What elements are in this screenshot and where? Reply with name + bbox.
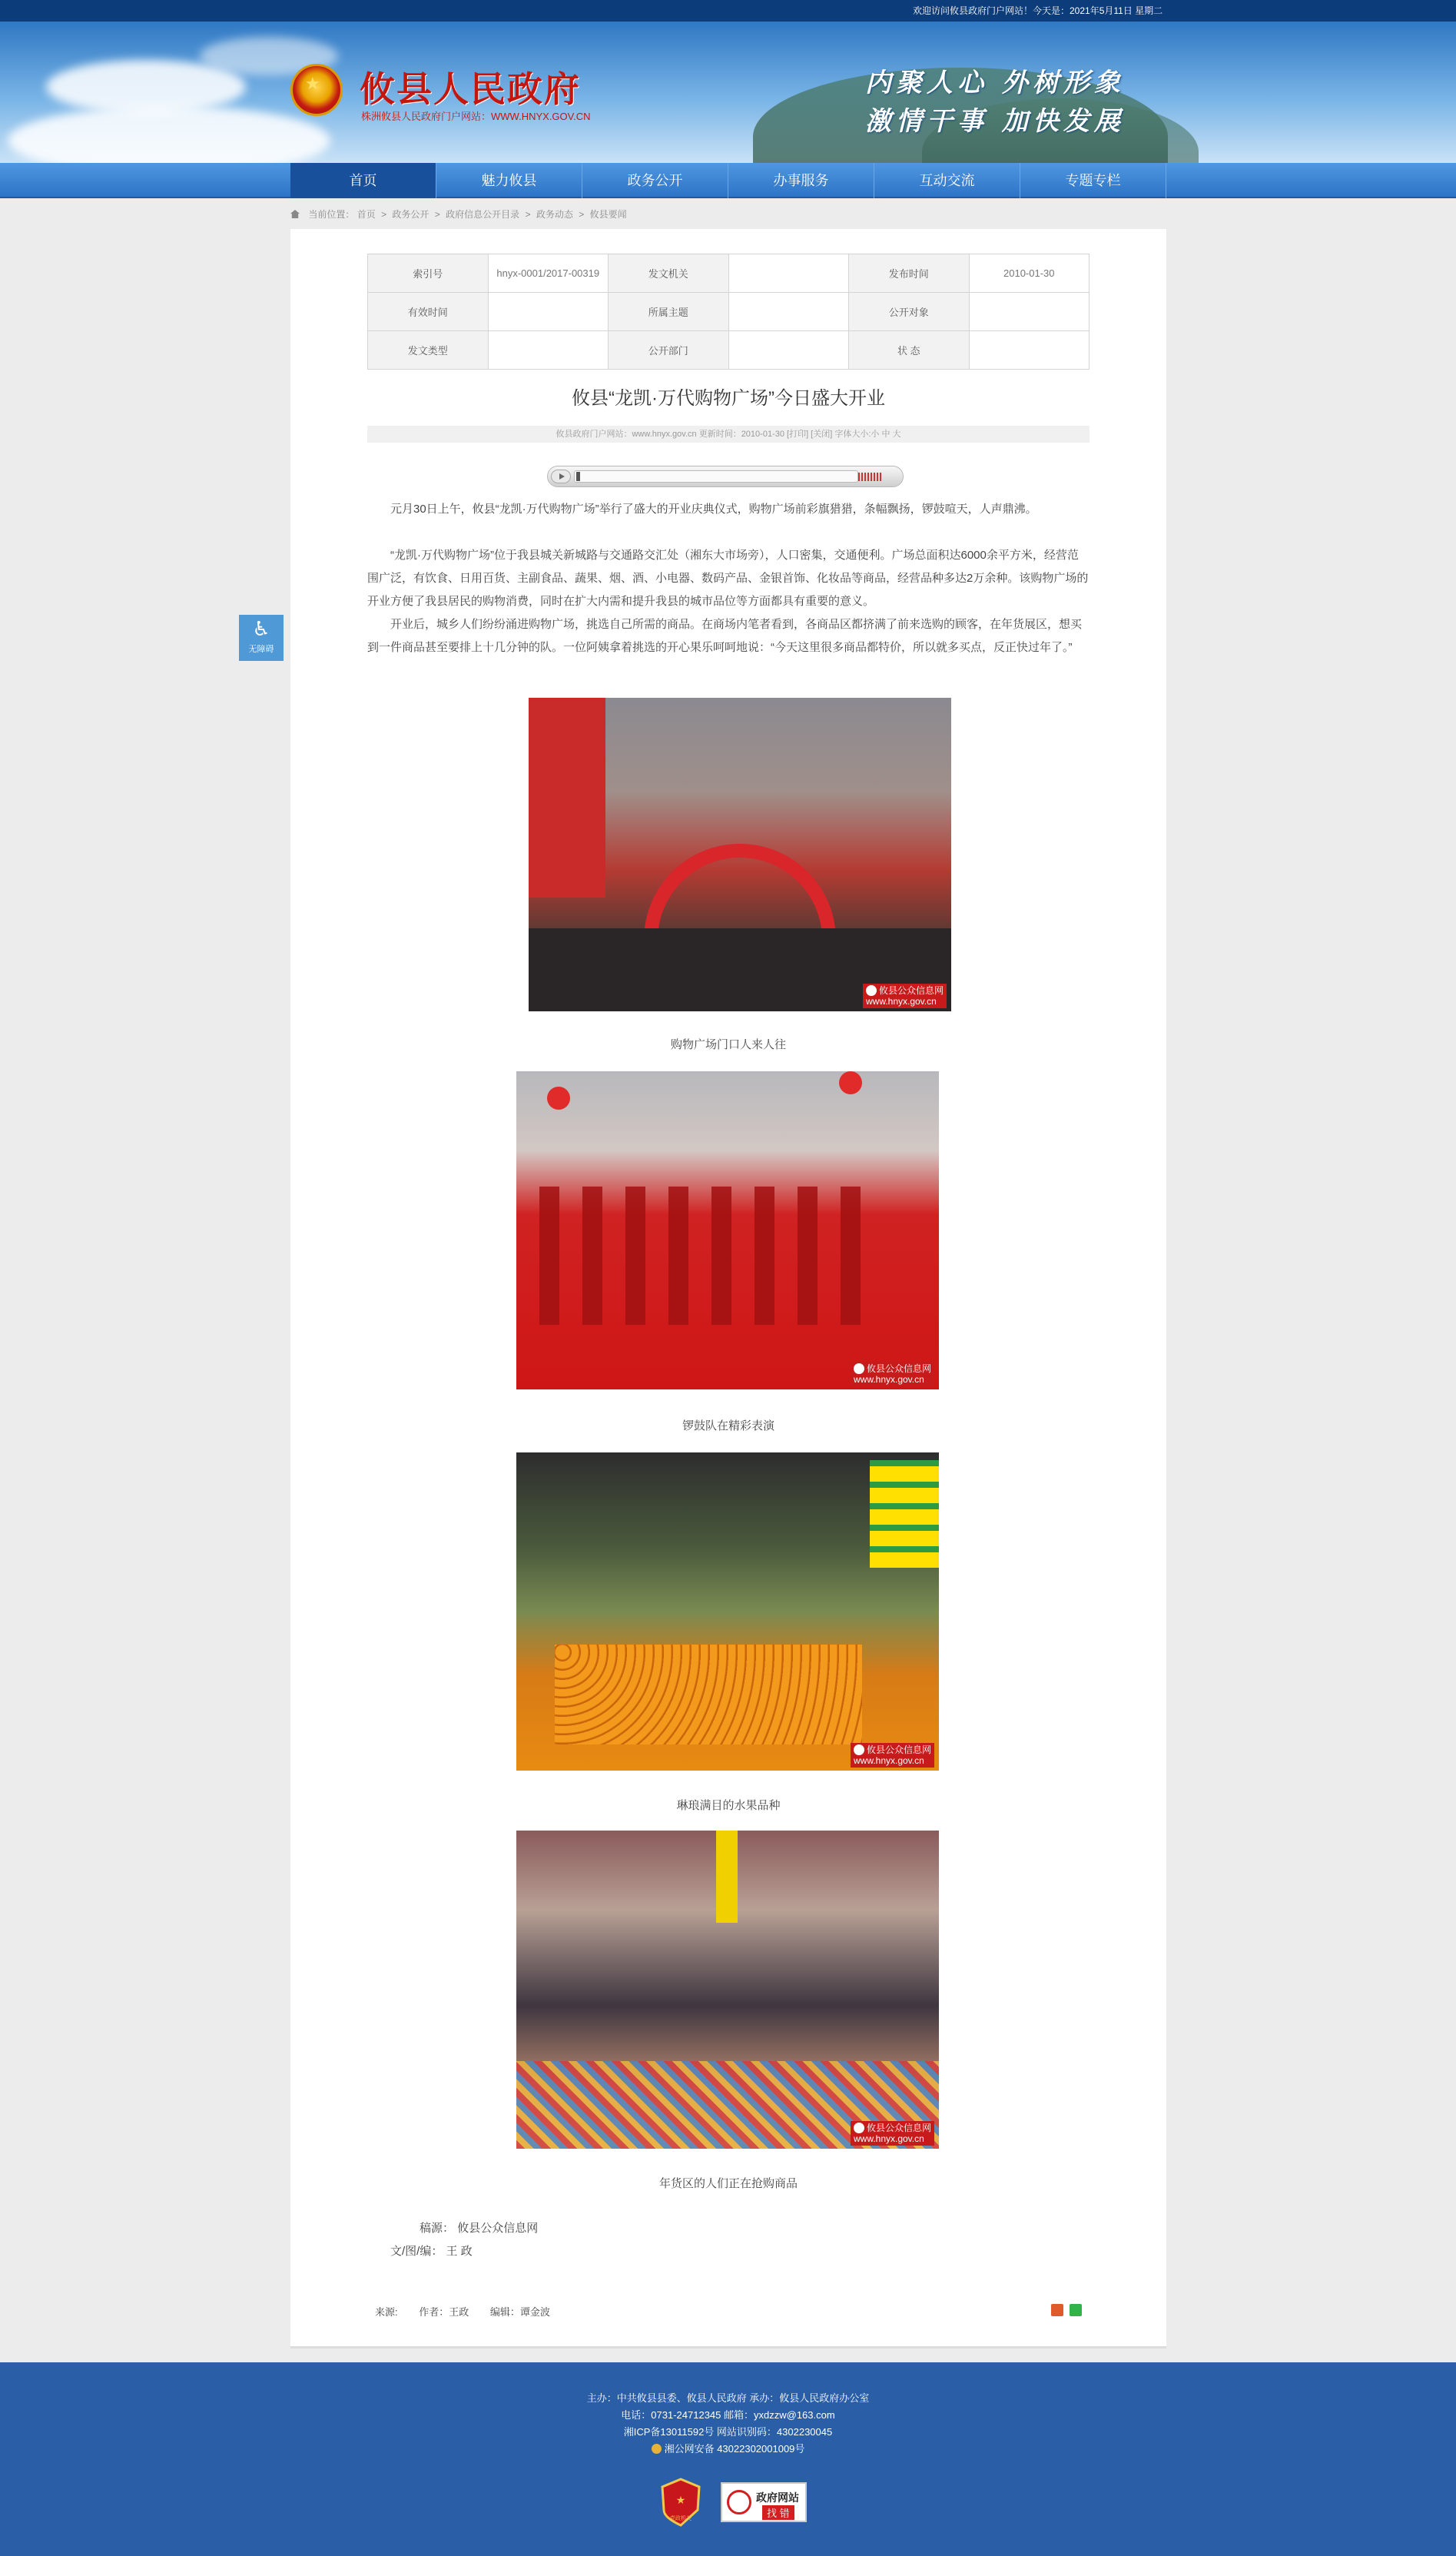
wheelchair-icon: ♿ bbox=[252, 617, 270, 640]
national-emblem-icon: ★ bbox=[290, 64, 343, 116]
info-value bbox=[728, 254, 849, 293]
info-value bbox=[728, 331, 849, 370]
slogan-line-1: 内聚人心 外树形象 bbox=[865, 68, 1125, 98]
watermark-url: www.hnyx.gov.cn bbox=[853, 1374, 924, 1385]
breadcrumb-item-news[interactable]: 攸县要闻 bbox=[589, 209, 627, 220]
party-organ-badge-icon[interactable] bbox=[659, 2478, 702, 2527]
main-nav bbox=[0, 163, 1456, 198]
footer-police-text: 湘公网安备 43022302001009号 bbox=[664, 2443, 805, 2455]
photo-caption: 购物广场门口人来人往 bbox=[670, 1038, 786, 1051]
play-icon[interactable] bbox=[551, 470, 571, 483]
nav-services[interactable]: 办事服务 bbox=[728, 163, 874, 198]
gov-site-report-text: 找 错 bbox=[762, 2505, 794, 2520]
watermark bbox=[851, 1362, 934, 1386]
info-label: 有效时间 bbox=[368, 293, 489, 331]
gov-site-error-report-badge[interactable] bbox=[721, 2482, 807, 2522]
info-label: 状 态 bbox=[849, 331, 970, 370]
footer-editor: 编辑：谭金波 bbox=[489, 2306, 550, 2318]
article-title: 攸县“龙凯·万代购物广场”今日盛大开业 bbox=[572, 388, 885, 409]
watermark-url: www.hnyx.gov.cn bbox=[853, 2133, 924, 2144]
breadcrumb-separator: > bbox=[525, 209, 531, 220]
breadcrumb bbox=[290, 206, 627, 223]
author-label: 文/图/编： bbox=[390, 2245, 443, 2258]
audio-player bbox=[547, 466, 904, 487]
source-label: 稿源： bbox=[420, 2222, 455, 2235]
footer-sponsor: 主办：中共攸县县委、攸县人民政府 承办：攸县人民政府办公室 bbox=[586, 2392, 870, 2404]
home-icon bbox=[290, 210, 300, 218]
gov-site-text: 政府网站 bbox=[756, 2491, 799, 2504]
nav-gov-affairs[interactable]: 政务公开 bbox=[582, 163, 728, 198]
info-label: 所属主题 bbox=[609, 293, 729, 331]
breadcrumb-item-gov-affairs[interactable]: 政务公开 bbox=[392, 209, 430, 220]
breadcrumb-item-home[interactable]: 首页 bbox=[357, 209, 376, 220]
info-value bbox=[728, 293, 849, 331]
info-value: hnyx-0001/2017-00319 bbox=[488, 254, 609, 293]
author-value: 王 政 bbox=[446, 2245, 473, 2258]
breadcrumb-prefix: 当前位置： bbox=[308, 209, 355, 220]
info-label: 公开对象 bbox=[849, 293, 970, 331]
gov-site-logo-icon bbox=[727, 2490, 751, 2515]
info-label: 发布时间 bbox=[849, 254, 970, 293]
party-badge-text: 党政机关 bbox=[670, 2515, 692, 2521]
site-footer bbox=[0, 2362, 1456, 2556]
photo-shoppers bbox=[516, 1831, 939, 2149]
progress-knob[interactable] bbox=[576, 472, 580, 481]
watermark-logo-icon bbox=[854, 1744, 864, 1755]
info-label: 发文机关 bbox=[609, 254, 729, 293]
info-label: 公开部门 bbox=[609, 331, 729, 370]
article-meta: 攸县政府门户网站：www.hnyx.gov.cn 更新时间：2010-01-30 [打印] [关闭] 字体大小:小 中 大 bbox=[367, 426, 1090, 443]
info-value bbox=[488, 331, 609, 370]
table-row bbox=[368, 331, 1090, 370]
nav-home[interactable]: 首页 bbox=[290, 163, 436, 198]
footer-author: 作者：王政 bbox=[419, 2306, 469, 2318]
article-panel bbox=[290, 229, 1166, 2349]
price-tags-decoration bbox=[870, 1460, 939, 1568]
breadcrumb-separator: > bbox=[381, 209, 387, 220]
watermark-logo-icon bbox=[854, 1363, 864, 1374]
watermark bbox=[851, 1743, 934, 1768]
watermark-logo-icon bbox=[854, 2123, 864, 2133]
info-value: 2010-01-30 bbox=[969, 254, 1090, 293]
breadcrumb-item-dynamics[interactable]: 政务动态 bbox=[536, 209, 573, 220]
source-value: 攸县公众信息网 bbox=[457, 2222, 539, 2235]
source-line bbox=[420, 2219, 538, 2236]
lantern-decoration bbox=[547, 1087, 570, 1110]
cloud-decoration bbox=[8, 106, 330, 163]
lantern-decoration bbox=[839, 1071, 862, 1094]
footer-source: 来源: bbox=[375, 2306, 398, 2318]
banner-decoration bbox=[716, 1831, 738, 1923]
article-footer-meta bbox=[375, 2304, 569, 2319]
watermark bbox=[863, 984, 947, 1008]
table-row bbox=[368, 293, 1090, 331]
author-line bbox=[390, 2242, 473, 2259]
footer-icp[interactable]: 湘ICP备13011592号 网站识别码：4302230045 bbox=[623, 2426, 833, 2438]
watermark-logo-icon bbox=[866, 985, 877, 996]
info-value bbox=[969, 331, 1090, 370]
accessibility-button[interactable] bbox=[239, 615, 284, 661]
info-table bbox=[367, 254, 1090, 370]
photo-caption: 锣鼓队在精彩表演 bbox=[682, 1419, 774, 1432]
svg-text:★: ★ bbox=[675, 2495, 686, 2507]
article-paragraph: 开业后，城乡人们纷纷涌进购物广场，挑选自己所需的商品。在商场内笔者看到，各商品区都挤满了前来选购的顾客，在年货展区，想买到一件商品甚至要排上十几分钟的队。一位阿姨拿着挑选的开心果乐呵呵地说：“今天这里很多商品都特价，所以就多买点，反正快过年了。” bbox=[367, 618, 1083, 654]
performers-decoration bbox=[539, 1187, 877, 1325]
nav-special-topics[interactable]: 专题专栏 bbox=[1020, 163, 1166, 198]
nav-charm-youxian[interactable]: 魅力攸县 bbox=[436, 163, 582, 198]
nav-interaction[interactable]: 互动交流 bbox=[874, 163, 1020, 198]
watermark-text: 攸县公众信息网 bbox=[878, 985, 944, 996]
footer-contact: 电话：0731-24712345 邮箱：yxdzzw@163.com bbox=[621, 2409, 835, 2421]
photo-caption: 琳琅满目的水果品种 bbox=[676, 1799, 781, 1812]
breadcrumb-separator: > bbox=[434, 209, 440, 220]
info-value bbox=[969, 293, 1090, 331]
site-subtitle: 株洲攸县人民政府门户网站：WWW.HNYX.GOV.CN bbox=[361, 111, 591, 122]
watermark-text: 攸县公众信息网 bbox=[866, 1744, 931, 1755]
police-badge-icon bbox=[652, 2444, 662, 2454]
watermark-url: www.hnyx.gov.cn bbox=[853, 1755, 924, 1766]
site-title[interactable]: 攸县人民政府 bbox=[360, 68, 581, 110]
top-strip bbox=[0, 0, 1456, 22]
table-row bbox=[368, 254, 1090, 293]
info-label: 索引号 bbox=[368, 254, 489, 293]
photo-drum-team bbox=[516, 1071, 939, 1389]
watermark-text: 攸县公众信息网 bbox=[866, 2123, 931, 2133]
slogan-line-2: 激情干事 加快发展 bbox=[865, 106, 1125, 137]
photo-fruit-display bbox=[516, 1452, 939, 1771]
welcome-text: 欢迎访问攸县政府门户网站！今天是：2021年5月11日 星期二 bbox=[913, 5, 1163, 16]
store-sign-decoration bbox=[529, 698, 605, 898]
info-label: 发文类型 bbox=[368, 331, 489, 370]
weibo-share-icon[interactable] bbox=[1051, 2304, 1063, 2316]
site-banner bbox=[0, 22, 1456, 163]
photo-store-entrance bbox=[529, 698, 951, 1011]
accessibility-label: 无障碍 bbox=[248, 645, 274, 654]
watermark-url: www.hnyx.gov.cn bbox=[865, 996, 937, 1007]
article-paragraph: 元月30日上午，攸县“龙凯·万代购物广场”举行了盛大的开业庆典仪式，购物广场前彩旗猎猎，条幅飘扬，锣鼓喧天，人声鼎沸。 bbox=[390, 503, 1037, 516]
oranges-decoration bbox=[555, 1645, 862, 1744]
volume-icon[interactable] bbox=[858, 473, 881, 481]
article-paragraph: “龙凯·万代购物广场”位于我县城关新城路与交通路交汇处（湘东大市场旁），人口密集，交通便利。广场总面积达6000余平方米，经营范围广泛，有饮食、日用百货、主副食品、蔬果、烟、酒、小电器、数码产品、金银首饰、化妆品等商品，经营品种多达2万余种。该购物广场的开业方便了我县居民的购物消费，同时在扩大内需和提升我县的城市品位等方面都具有重要的意义。 bbox=[367, 549, 1089, 608]
info-value bbox=[488, 293, 609, 331]
breadcrumb-item-catalog[interactable]: 政府信息公开目录 bbox=[446, 209, 520, 220]
breadcrumb-separator: > bbox=[579, 209, 585, 220]
wechat-share-icon[interactable] bbox=[1070, 2304, 1082, 2316]
watermark-text: 攸县公众信息网 bbox=[866, 1363, 931, 1374]
footer-police[interactable] bbox=[0, 2441, 1456, 2455]
watermark bbox=[851, 2121, 934, 2146]
photo-caption: 年货区的人们正在抢购商品 bbox=[658, 2177, 798, 2190]
audio-progress-slider[interactable] bbox=[574, 470, 858, 483]
